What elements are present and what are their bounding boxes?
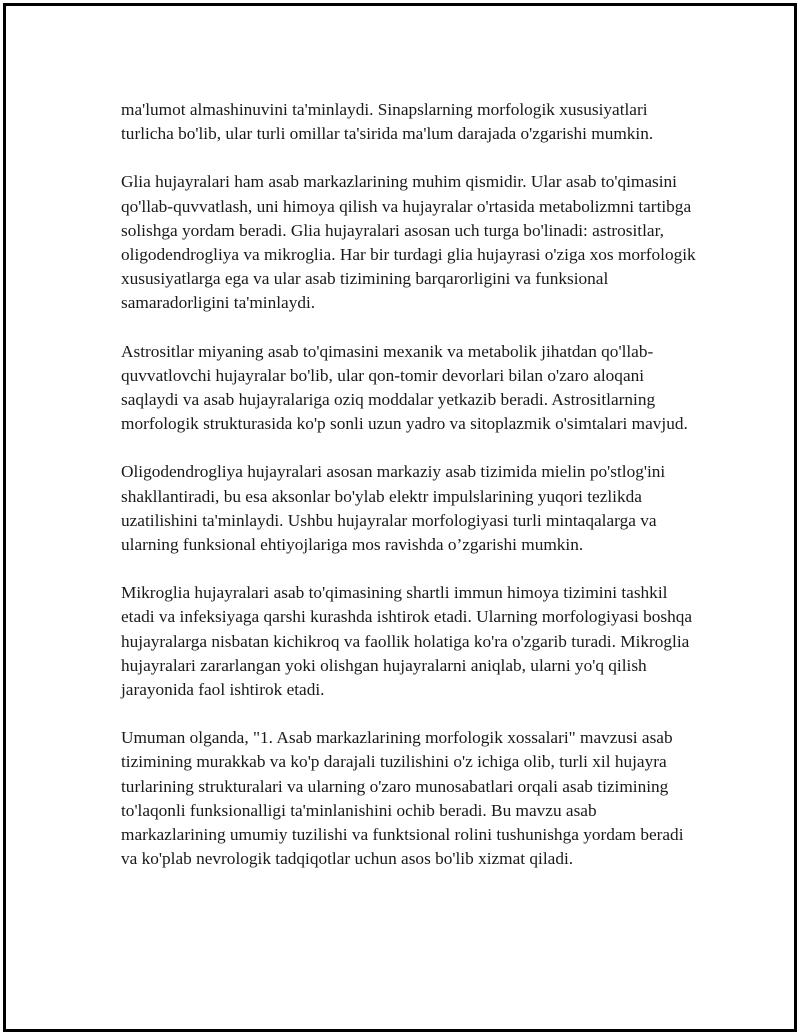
paragraph-glia: Glia hujayralari ham asab markazlarining muhim qismidir. Ular asab to'qimasini qo'llab-quvvatlash, uni himoya qilish va hujayralar o'rtasida metabolizmni tartibga solishga yordam beradi. Glia hujayralari asosan uch turga bo'linadi: astrositlar, oligodendrogliya va mikroglia. Har bir turdagi glia hujayrasi o'ziga xos morfologik xususiyatlarga ega va ular asab tizimining barqarorligini va funksional samaradorligini ta'minlaydi. xyxy=(121,172,696,313)
paragraph-astrocytes: Astrositlar miyaning asab to'qimasini mexanik va metabolik jihatdan qo'llab-quvvatlovchi hujayralar bo'lib, ular qon-tomir devorlari bilan o'zaro aloqani saqlaydi va asab hujayralariga oziq moddalar yetkazib beradi. Astrositlarning morfologik strukturasida ko'p sonli uzun yadro va sitoplazmik o'simtalari mavjud. xyxy=(121,341,688,434)
paragraph-oligodendroglia: Oligodendrogliya hujayralari asosan markaziy asab tizimida mielin po'stlog'ini shakllantiradi, bu esa aksonlar bo'ylab elektr impulslarining yuqori tezlikda uzatilishini ta'minlaydi. Ushbu hujayralar morfologiyasi turli mintaqalarga va ularning funksional ehtiyojlariga mos ravishda o’zgarishi mumkin. xyxy=(121,462,666,555)
page-frame xyxy=(3,3,797,1032)
paragraph-synapses: ma'lumot almashinuvini ta'minlaydi. Sinapslarning morfologik xususiyatlari turlicha bo'lib, ular turli omillar ta'sirida ma'lum darajada o'zgarishi mumkin. xyxy=(121,100,654,144)
document-body xyxy=(121,98,696,871)
paragraph-conclusion: Umuman olganda, "1. Asab markazlarining morfologik xossalari" mavzusi asab tizimining murakkab va ko'p darajali tuzilishini o'z ichiga olib, turli xil hujayra turlarining strukturalari va ularning o'zaro munosabatlari orqali asab tizimining to'laqonli funksionalligi ta'minlanishini ochib beradi. Bu mavzu asab markazlarining umumiy tuzilishi va funktsional rolini tushunishga yordam beradi va ko'plab nevrologik tadqiqotlar uchun asos bo'lib xizmat qiladi. xyxy=(121,728,684,869)
paragraph-microglia: Mikroglia hujayralari asab to'qimasining shartli immun himoya tizimini tashkil etadi va infeksiyaga qarshi kurashda ishtirok etadi. Ularning morfologiyasi boshqa hujayralarga nisbatan kichikroq va faollik holatiga ko'ra o'zgarib turadi. Mikroglia hujayralari zararlangan yoki olishgan hujayralarni aniqlab, ularni yo'q qilish jarayonida faol ishtirok etadi. xyxy=(121,583,693,700)
